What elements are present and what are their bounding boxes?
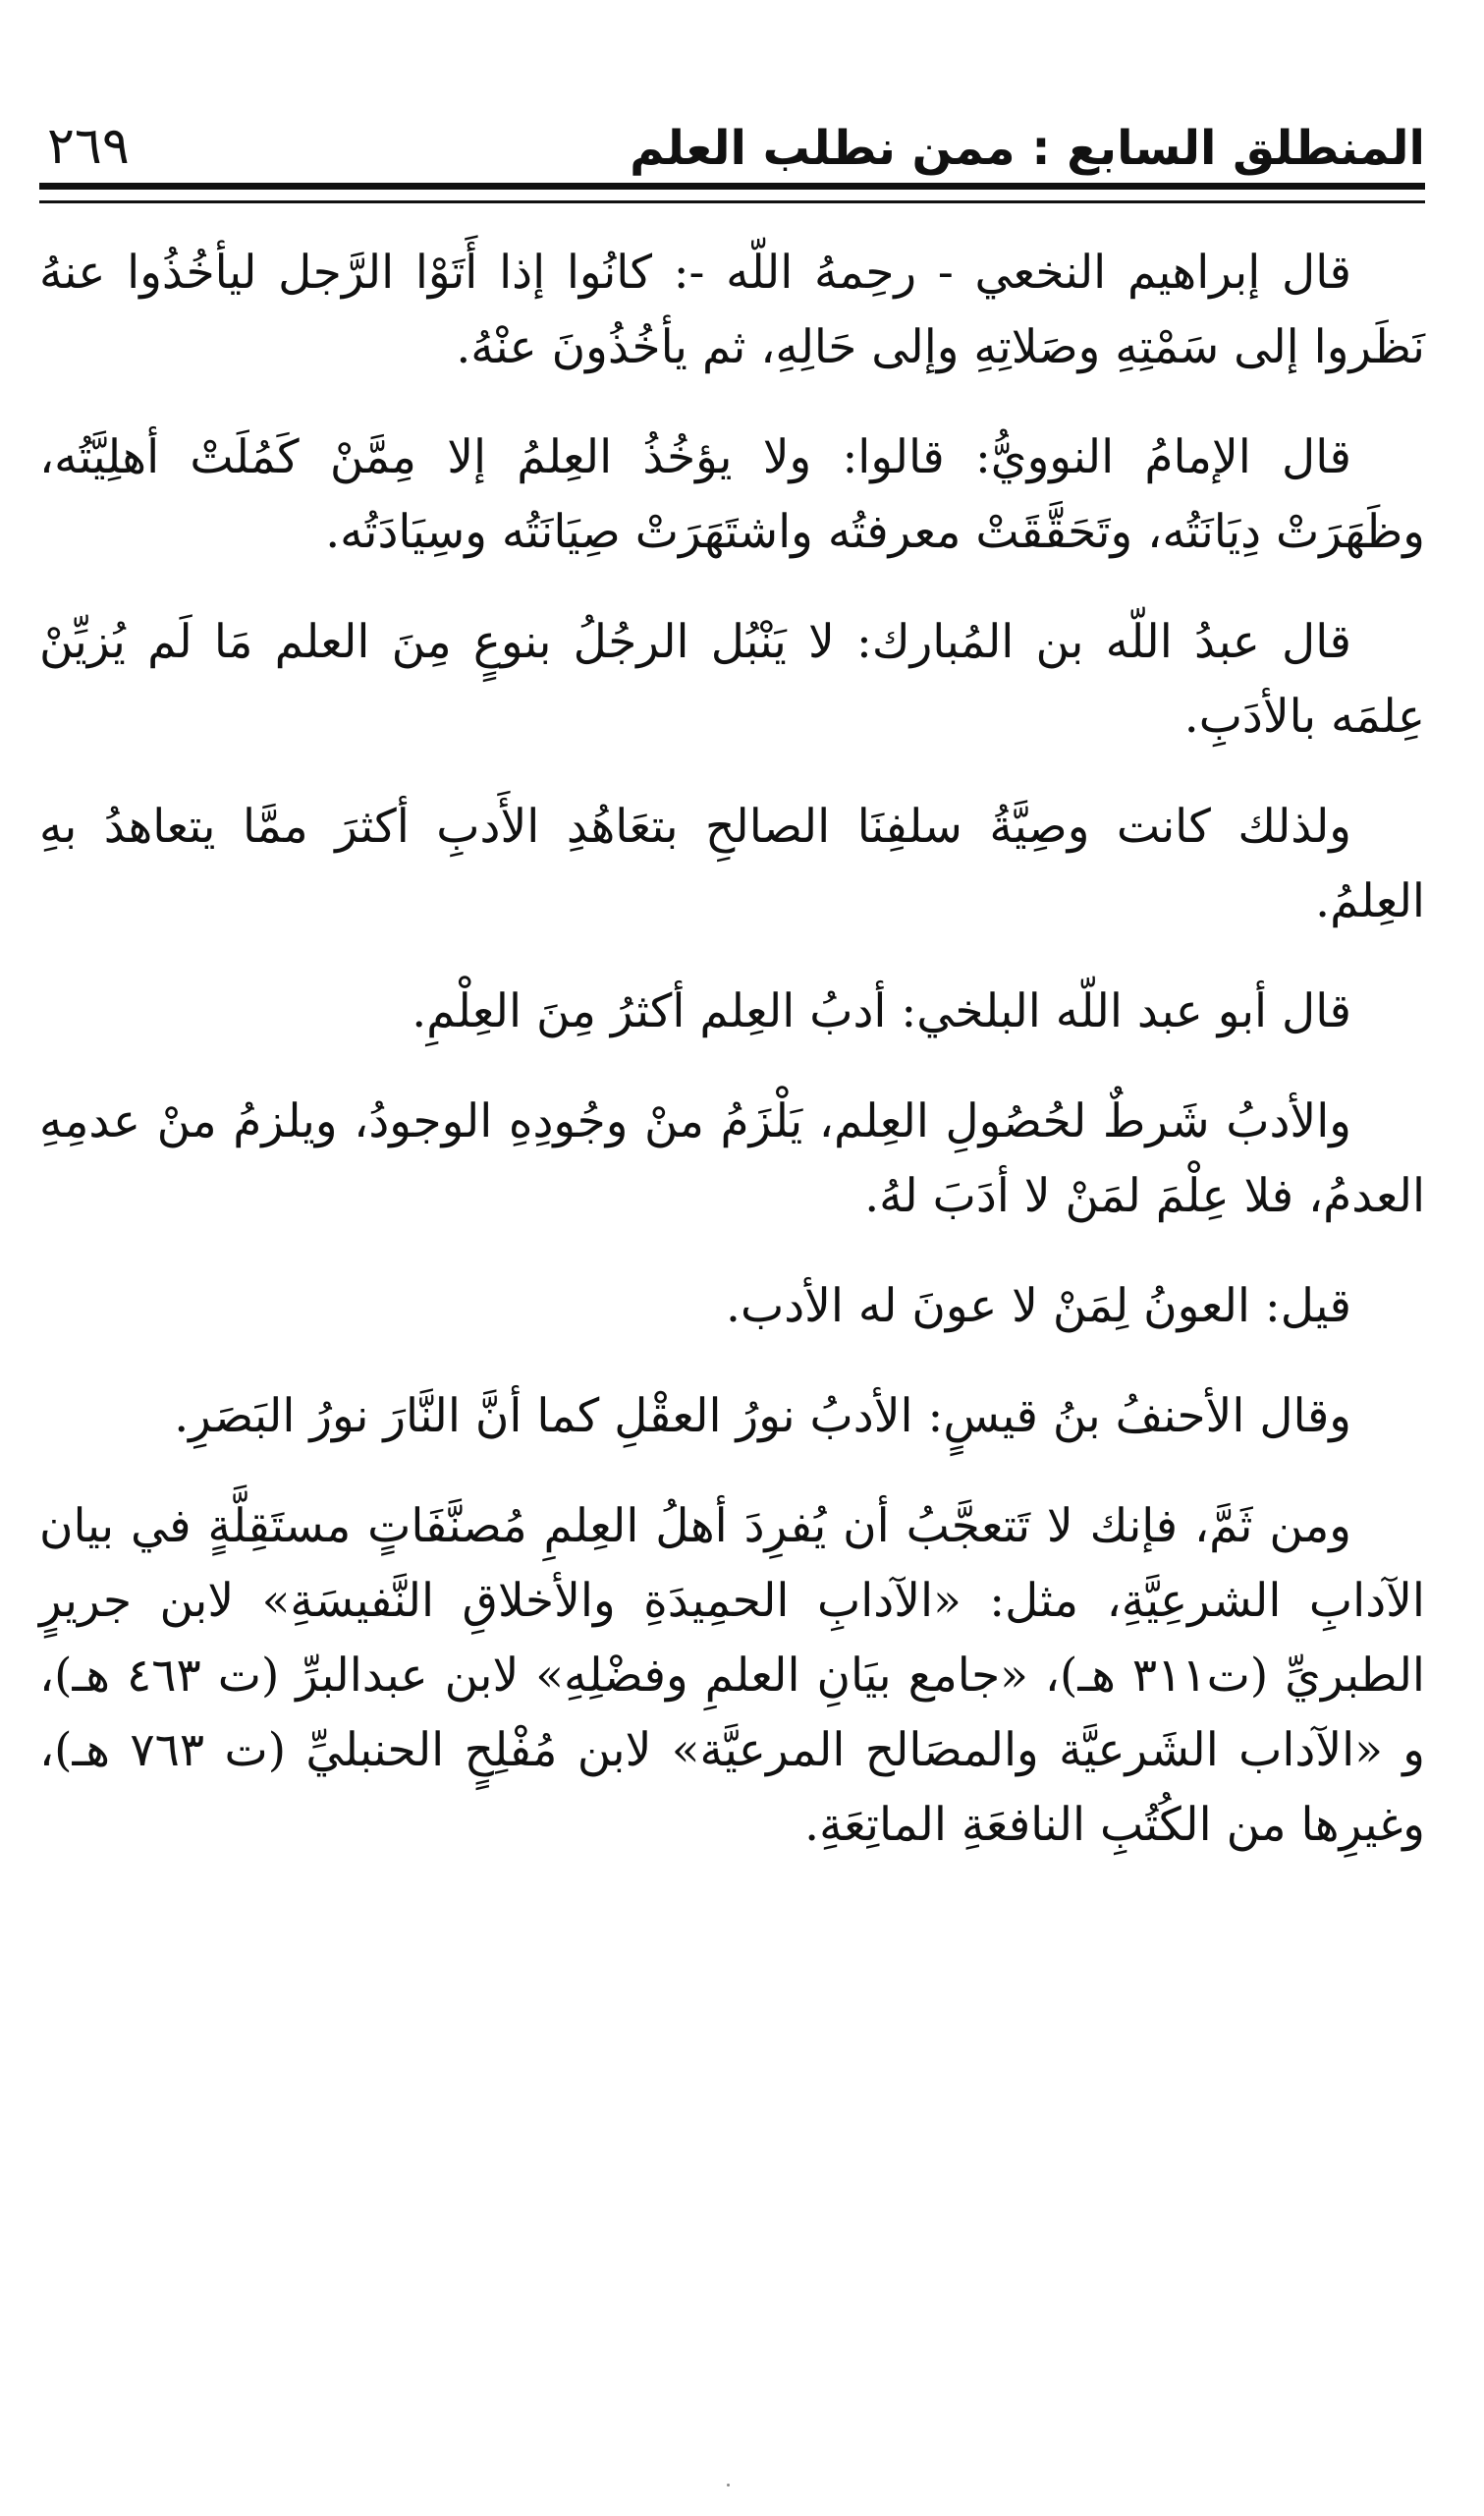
paragraph-nawawi: قال الإمامُ النوويُّ: قالوا: ولا يؤخُذُ العِلمُ إلا مِمَّنْ كَمُلَتْ أهلِيَّتُه، وظَهَرَتْ دِيَانَتُه، وتَحَقَّقَتْ معرفتُه واشتَهَرَتْ صِيَانَتُه وسِيَادَتُه. [39,430,1425,559]
running-title: المنطلق السابع : ممن نطلب العلم [630,121,1425,176]
page-header [39,93,1425,176]
paragraph-salaf-advice: ولذلك كانت وصِيَّةُ سلفِنَا الصالحِ بتعَاهُدِ الأَدبِ أكثرَ ممَّا يتعاهدُ بهِ العِلمُ. [39,800,1425,928]
body-text [39,236,1425,1898]
paragraph-qil: قيل: العونُ لِمَنْ لا عونَ له الأدب. [726,1279,1351,1333]
paragraph-ahnaf: وقال الأحنفُ بنُ قيسٍ: الأدبُ نورُ العقْلِ كما أنَّ النَّارَ نورُ البَصَرِ. [174,1389,1351,1443]
header-rule-thin [39,200,1425,203]
paragraph-books: ومن ثَمَّ، فإنك لا تَتعجَّبُ أن يُفرِدَ أهلُ العِلمِ مُصنَّفَاتٍ مستَقِلَّةٍ في بيان الآدابِ الشرعِيَّةِ، مثل: «الآدابِ الحمِيدَةِ والأخلاقِ النَّفيسَةِ» لابن جريرٍ الطبريِّ (ت٣١١ هـ)، «جامع بيَانِ العلمِ وفضْلِهِ» لابن عبدالبرِّ (ت ٤٦٣ هـ)، و «الآداب الشَرعيَّة والمصَالح المرعيَّة» لابن مُفْلِحٍ الحنبليِّ (ت ٧٦٣ هـ)، وغيرِها من الكُتُبِ النافعَةِ الماتِعَةِ. [39,1499,1425,1852]
paragraph-adab-condition: والأدبُ شَرطٌ لحُصُولِ العِلم، يَلْزَمُ منْ وجُودِهِ الوجودُ، ويلزمُ منْ عدمِهِ العدمُ، فلا عِلْمَ لمَنْ لا أدَبَ لهُ. [39,1094,1425,1223]
page-number: ٢٦٩ [47,117,130,176]
paragraph-ibn-mubarak: قال عبدُ اللّه بن المُبارك: لا يَنْبُل الرجُلُ بنوعٍ مِنَ العلم مَا لَم يُزيِّنْ عِلمَه بالأدَبِ. [39,615,1425,744]
bottom-dot [727,2484,730,2487]
paragraph-nakhai: قال إبراهيم النخعي - رحِمهُ اللّه -: كانُوا إذا أَتَوْا الرَّجل ليأخُذُوا عنهُ نَظَروا إلى سَمْتِهِ وصَلاتِهِ وإلى حَالِهِ، ثم يأخُذُونَ عنْهُ. [39,246,1425,374]
header-rule-thick [39,183,1425,190]
paragraph-balkhi: قال أبو عبد اللّه البلخي: أدبُ العِلم أكثرُ مِنَ العِلْمِ. [412,984,1351,1038]
